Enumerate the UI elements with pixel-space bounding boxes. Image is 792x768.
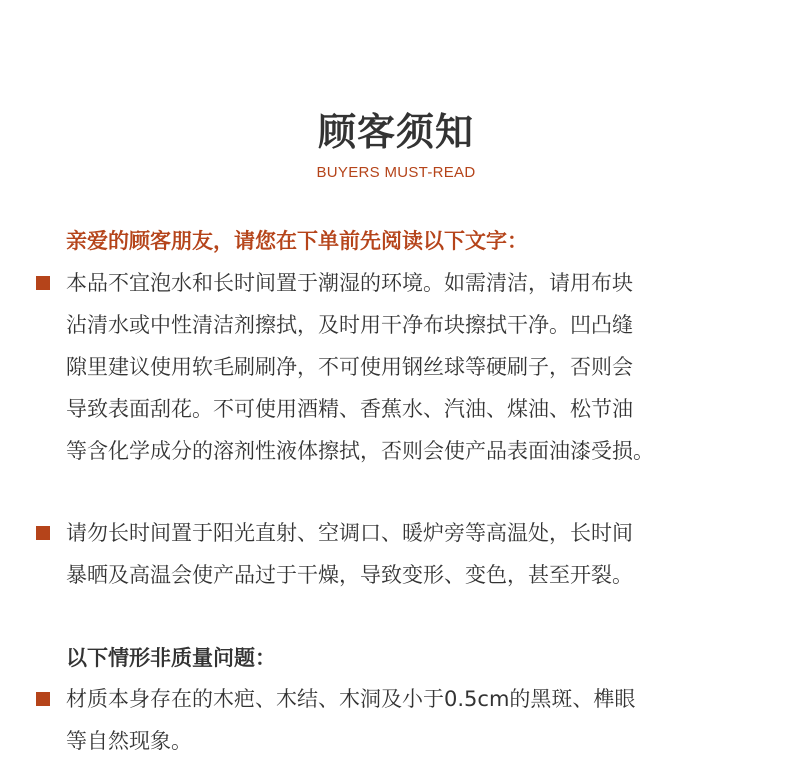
page-title: 顾客须知	[317, 110, 474, 154]
notice-line: 本品不宜泡水和长时间置于潮湿的环境。如需清洁，请用布块	[66, 271, 633, 295]
intro-heading: 亲爱的顾客朋友，请您在下单前先阅读以下文字：	[66, 229, 528, 253]
page-subtitle: BUYERS MUST-READ	[316, 164, 476, 181]
notice-line: 暴晒及高温会使产品过于干燥，导致变形、变色，甚至开裂。	[66, 563, 633, 587]
quality-item-natural-marks	[66, 678, 766, 762]
care-item-cleaning	[66, 262, 766, 472]
quality-section-heading: 以下情形非质量问题：	[66, 646, 276, 670]
bullet-square-icon	[36, 526, 50, 540]
notice-line: 沾清水或中性清洁剂擦拭，及时用干净布块擦拭干净。凹凸缝	[66, 313, 633, 337]
bullet-square-icon	[36, 276, 50, 290]
notice-line: 材质本身存在的木疤、木结、木洞及小于0.5cm的黑斑、榫眼	[66, 687, 636, 711]
notice-line: 等自然现象。	[66, 729, 192, 753]
notice-line: 导致表面刮花。不可使用酒精、香蕉水、汽油、煤油、松节油	[66, 397, 633, 421]
bullet-square-icon	[36, 692, 50, 706]
notice-line: 隙里建议使用软毛刷刷净，不可使用钢丝球等硬刷子，否则会	[66, 355, 633, 379]
care-item-sunlight	[66, 512, 766, 596]
notice-line: 等含化学成分的溶剂性液体擦拭，否则会使产品表面油漆受损。	[66, 439, 654, 463]
notice-line: 请勿长时间置于阳光直射、空调口、暖炉旁等高温处，长时间	[66, 521, 633, 545]
